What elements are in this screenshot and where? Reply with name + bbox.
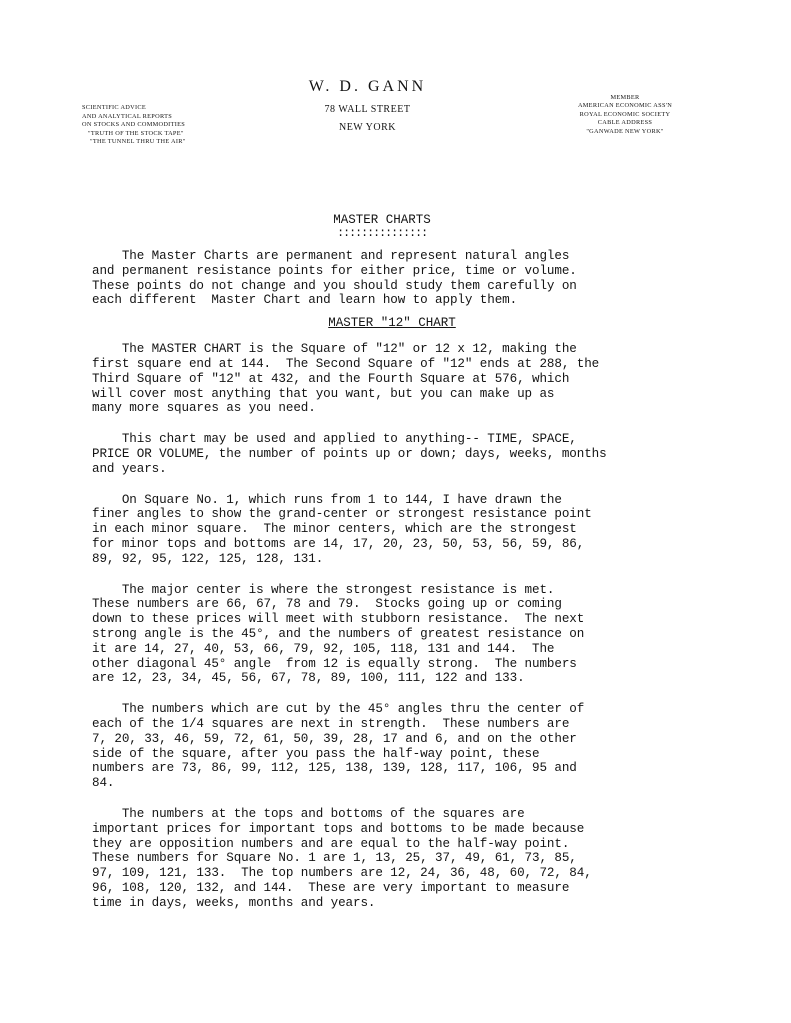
title-rule: ::::::::::::::: xyxy=(336,226,428,240)
sender-address: 78 WALL STREET xyxy=(324,104,411,115)
membership-line: AMERICAN ECONOMIC ASS'N xyxy=(577,102,673,110)
paragraph: The Master Charts are permanent and represent natural angles and permanent resistance points for either price, time or volume. These points do not change and you should study them carefully on each different Master Chart and learn how to apply them. xyxy=(92,249,577,308)
sender-city: NEW YORK xyxy=(338,122,397,133)
paragraph: This chart may be used and applied to anything-- TIME, SPACE, PRICE OR VOLUME, the number of points up or down; days, weeks, months and years. xyxy=(92,432,607,476)
letterhead-sender xyxy=(290,78,445,133)
section-heading xyxy=(92,316,692,330)
paragraph: On Square No. 1, which runs from 1 to 144, I have drawn the finer angles to show the grand-center or strongest resistance point in each minor square. The minor centers, which are the strongest for minor tops and bottoms are 14, 17, 20, 23, 50, 53, 56, 59, 86, 89, 92, 95, 122, 125, 128, 131. xyxy=(92,492,592,566)
paragraph: The numbers at the tops and bottoms of the squares are important prices for important tops and bottoms to be made because they are opposition numbers and are equal to the half-way point. These numbers for Square No. 1 are 1, 13, 25, 37, 49, 61, 73, 85, 97, 109, 121, 133. The top numbers are 12, 24, 36, 48, 60, 72, 84, 96, 108, 120, 132, and 144. These are very important to measure time in days, weeks, months and years. xyxy=(92,806,592,910)
service-line: ON STOCKS AND COMMODITIES xyxy=(82,121,186,129)
service-line: AND ANALYTICAL REPORTS xyxy=(82,112,173,120)
membership-line: "GANWADE NEW YORK" xyxy=(586,127,664,135)
paragraph: The MASTER CHART is the Square of "12" or 12 x 12, making the first square end at 144. The Second Square of "12" ends at 288, the Third Square of "12" at 432, and the Fourth Square at 576, which will cover most anything that you want, but you can make up as many more squares as you need. xyxy=(92,342,600,416)
paragraph: The major center is where the strongest resistance is met. These numbers are 66, 67, 78 and 79. Stocks going up or coming down to these prices will meet with stubborn resistance. The next strong angle is the 45°, and the numbers of greatest resistance on it are 14, 27, 40, 53, 66, 79, 92, 105, 118, 131 and 144. The other diagonal 45° angle from 12 is equally strong. The numbers are 12, 23, 34, 45, 56, 67, 78, 89, 100, 111, 122 and 133. xyxy=(92,582,585,686)
letterhead-memberships xyxy=(560,94,690,136)
membership-line: MEMBER xyxy=(610,94,640,101)
membership-line: ROYAL ECONOMIC SOCIETY xyxy=(579,110,671,118)
sender-name: W. D. GANN xyxy=(308,78,427,95)
membership-line: CABLE ADDRESS xyxy=(597,119,653,127)
letterhead-services xyxy=(82,104,252,147)
document-title: MASTER CHARTS xyxy=(333,213,431,227)
service-line: SCIENTIFIC ADVICE xyxy=(82,104,147,111)
letterhead xyxy=(0,0,791,170)
service-line: "TRUTH OF THE STOCK TAPE" xyxy=(88,129,184,137)
letter-body xyxy=(92,213,692,910)
section-heading-text: MASTER "12" CHART xyxy=(328,316,456,331)
service-line: "THE TUNNEL THRU THE AIR" xyxy=(90,138,186,146)
paragraph: The numbers which are cut by the 45° angles thru the center of each of the 1/4 squares are next in strength. These numbers are 7, 20, 33, 46, 59, 72, 61, 50, 39, 28, 17 and 6, and on the other side of the square, after you pass the half-way point, these numbers are 73, 86, 99, 112, 125, 138, 139, 128, 117, 106, 95 and 84. xyxy=(92,702,585,791)
